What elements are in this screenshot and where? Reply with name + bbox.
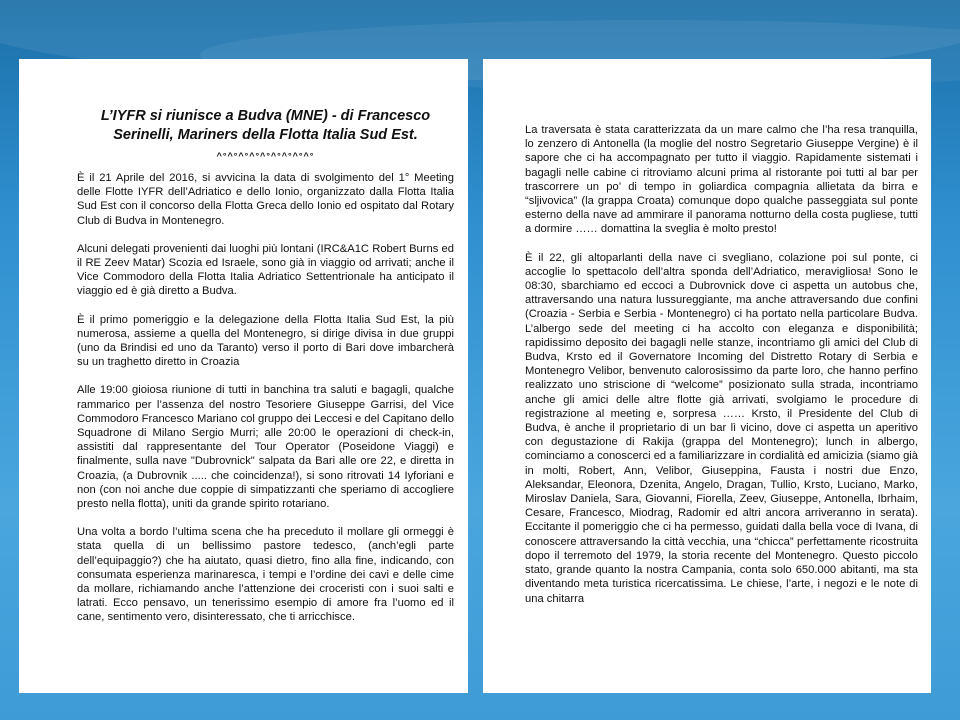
- article-title: L’IYFR si riunisce a Budva (MNE) - di Francesco Serinelli, Mariners della Flotta Italia Sud Est.: [100, 108, 431, 143]
- paragraph: La traversata è stata caratterizzata da un mare calmo che l’ha resa tranquilla, lo zenzero di Antonella (la moglie del nostro Segretario Giuseppe Vergine) è il sapore che ci ha accompagnato per tutto il viaggio. Rapidamente sistemati i bagagli nelle cabine ci ritroviamo alcuni prima al ristorante poi tutti al bar per trascorrere un po’ di tempo in goliardica compagnia allietata da birra e “sljivovica” (la grappa Croata) comunque dopo qualche passeggiata sul ponte esterno della nave ad ammirare il panorama notturno della costa pugliese, tutti a dormire …… domattina la sveglia è molto presto!: [525, 124, 918, 236]
- paragraph: È il 21 Aprile del 2016, si avvicina la data di svolgimento del 1° Meeting delle Flotte IYFR dell’Adriatico e dello Ionio, organizzato dalla Flotta Italia Sud Est con il concorso della Flotta Greca dello Ionio ed ospitato dal Rotary Club di Budva in Montenegro.: [77, 172, 454, 227]
- paragraph: È il 22, gli altoparlanti della nave ci svegliano, colazione poi sul ponte, ci accoglie lo spettacolo dell’altra sponda dell’Adriatico, meravigliosa! Sono le 08:30, sbarchiamo ed eccoci a Dubrovnick dove ci aspetta un autobus che, attraversando una natura lussureggiante, ma anche attraversando due confini (Croazia - Serbia e Serbia - Montenegro) ci ha portato nella particolare Budva. L’albergo sede del meeting ci ha accolto con eleganza e disponibilità; rapidissimo deposito dei bagagli nelle stanze, incontriamo gli amici del Club di Budva, Krsto ed il Governatore Incoming del Distretto Rotary di Serbia e Montenegro Velibor, benvenuto calorosissimo da parte loro, che hanno perfino realizzato uno striscione di “welcome” posizionato sulla strada, incontriamo anche gli amici delle altre flotte già arrivati, svolgiamo le procedure di registrazione al meeting e, sorpresa …… Krsto, il Presidente del Club di Budva, è anche il proprietario di un bar lì vicino, dove ci aspetta un aperitivo con degustazione di Rakija (grappa del Montenegro); lunch in albergo, cominciamo a conoscerci ed a familiarizzare in cordialità ed amicizia (siamo già in molti, Robert, Ann, Velibor, Giuseppina, Fausta i nostri due Enzo, Aleksandar, Eleonora, Dzenita, Angelo, Dragan, Tullio, Krsto, Luciano, Marko, Miroslav Daniela, Sara, Giovanni, Fiorella, Zeev, Giuseppe, Antonella, Ibrhaim, Cesare, Francesco, Miodrag, Radomir ed altri ancora arriveranno in serata). Eccitante il pomeriggio che ci ha permesso, guidati dalla bella voce di Ivana, di conoscere attraversando la città vecchia, una “chicca” perfettamente ricostruita dopo il terremoto del 1979, la storia recente del Montenegro. Questo piccolo stato, grande quanto la nostra Campania, conta solo 650.000 abitanti, ma sta diventando meta turistica ricercatissima. Le chiese, l’arte, i negozi e le note di una chitarra: [525, 251, 918, 605]
- paragraph: Una volta a bordo l’ultima scena che ha preceduto il mollare gli ormeggi è stata quella di un bellissimo pastore tedesco, (anch’egli parte dell’equipaggio?) che ha aiutato, quasi dietro, fino alla fine, indicando, con consumata esperienza marinaresca, i tempi e l’ordine dei cavi e delle cime da mollare, richiamando anche l’attenzione dei croceristi con i suoi salti e latrati. Ecco pensavo, un tenerissimo esempio di amore fra l’uomo ed il cane, sentimento vero, disinteressato, che ti arricchisce.: [77, 526, 454, 624]
- title-separator: ^°^°^°^°^°^°^°^°^°: [216, 151, 315, 161]
- left-document-page: [19, 59, 468, 693]
- paragraph: Alle 19:00 gioiosa riunione di tutti in banchina tra saluti e bagagli, qualche rammarico per l’assenza del nostro Tesoriere Giuseppe Garrisi, del Vice Commodoro Francesco Mariano col gruppo dei Leccesi e del Capitano dello Squadrone di Milano Sergio Murri; alle 20:00 le operazioni di check-in, assistiti dal rappresentante del Tour Operator (Poseidone Viaggi) e finalmente, sulla nave "Dubrovnick" salpata da Bari alle ore 22, e diretta in Croazia, (a Dubrovnik ..... che coincidenza!), si sono ritrovati 14 Iyforiani e non (con noi anche due coppie di simpatizzanti che speriamo di accogliere presto nella flotta), uniti da grande spirito rotariano.: [77, 384, 454, 511]
- right-document-page: [483, 59, 931, 693]
- paragraph: Alcuni delegati provenienti dai luoghi più lontani (IRC&A1C Robert Burns ed il RE Zeev Matar) Scozia ed Israele, sono già in viaggio od arrivati; anche il Vice Commodoro della Flotta Italia Adriatico Settentrionale ha anticipato il viaggio ed è già diretto a Budva.: [77, 242, 454, 298]
- paragraph: È il primo pomeriggio e la delegazione della Flotta Italia Sud Est, la più numerosa, assieme a quella del Montenegro, si dirige divisa in due gruppi (uno da Brindisi ed uno da Taranto) verso il porto di Bari dove imbarcherà su un traghetto diretto in Croazia: [77, 313, 454, 369]
